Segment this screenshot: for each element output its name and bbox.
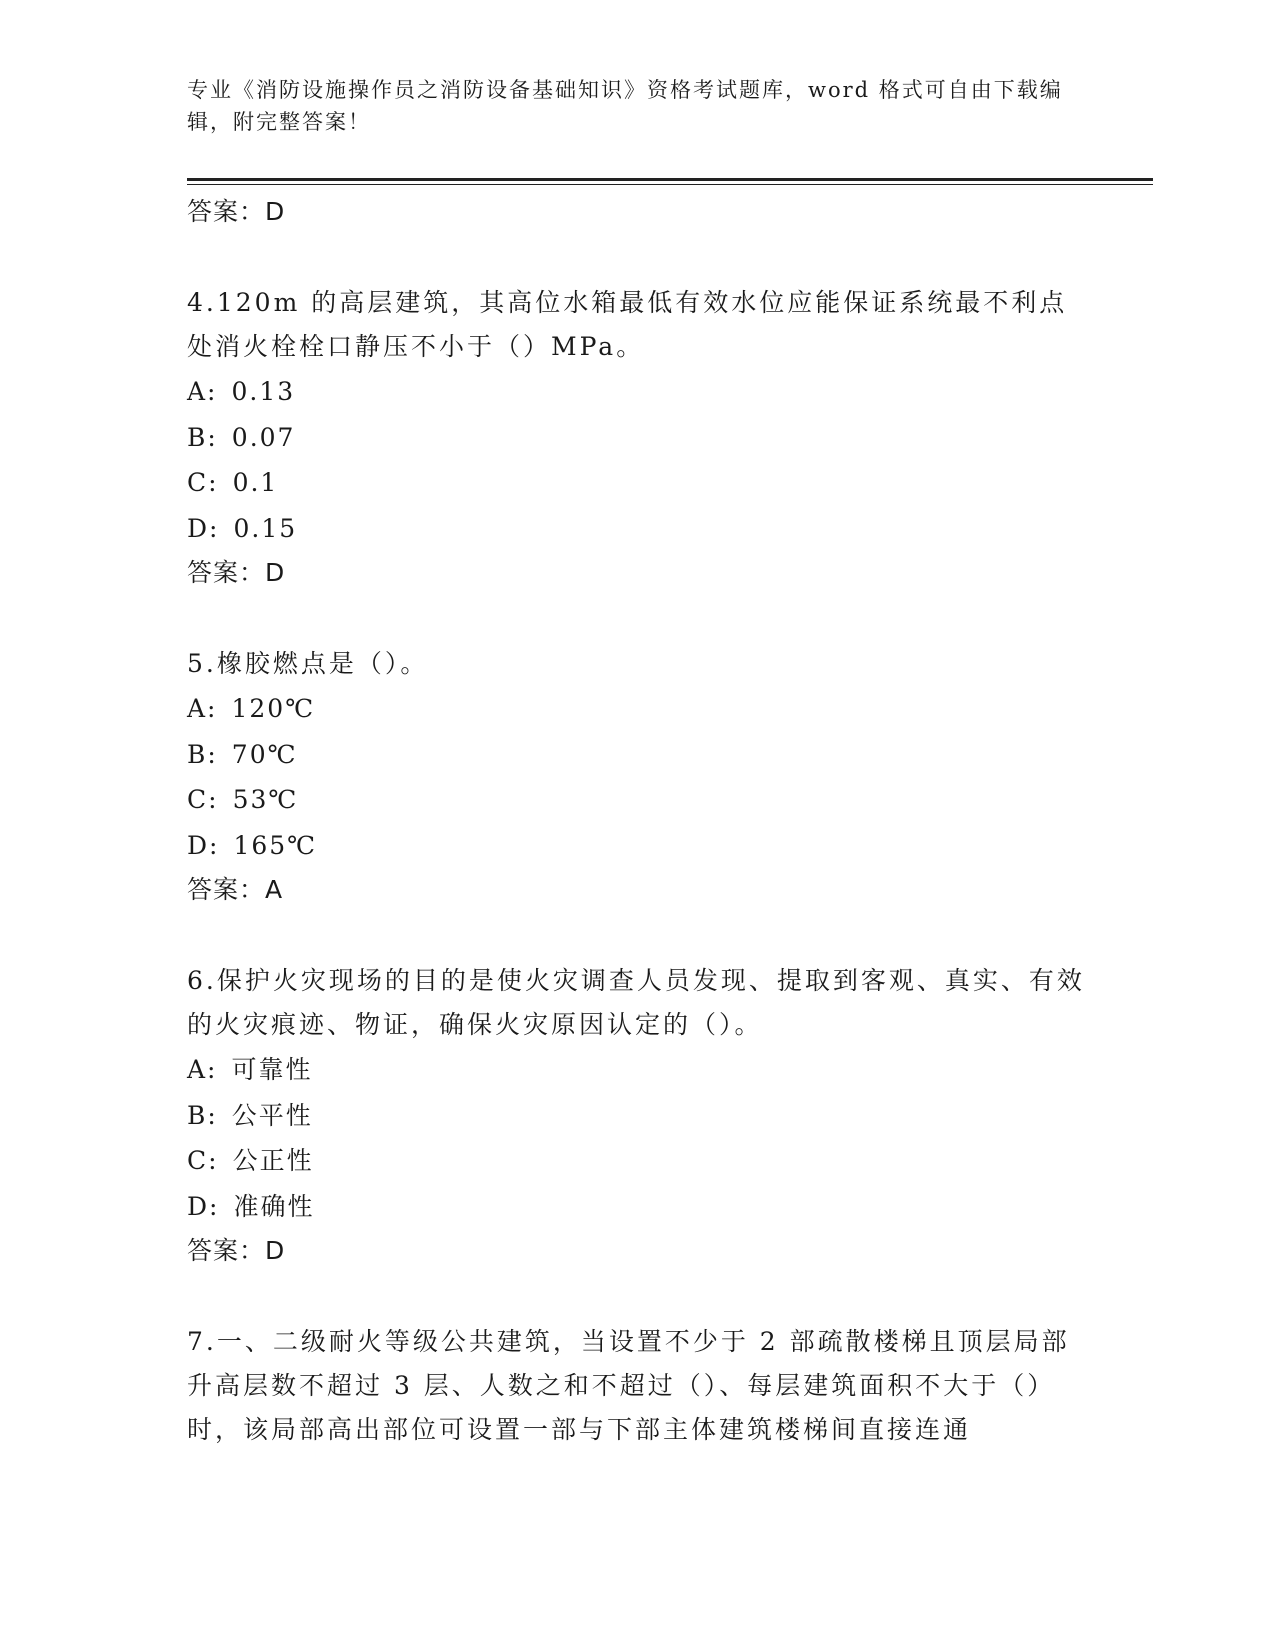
answer-line: 答案：D <box>187 197 286 226</box>
option-letter: A: <box>187 377 218 406</box>
option-c <box>187 460 1087 506</box>
document-header: 专业《消防设施操作员之消防设备基础知识》资格考试题库，word 格式可自由下载编辑，附完整答案！ <box>187 78 1063 134</box>
option-letter: A: <box>187 1055 218 1084</box>
question-text: 4.120m 的高层建筑，其高位水箱最低有效水位应能保证系统最不利点处消火栓栓口静压不小于（）MPa。 <box>187 288 1068 361</box>
question-block-6 <box>187 959 1087 1273</box>
option-value: 0.1 <box>232 468 279 497</box>
question-text: 7.一、二级耐火等级公共建筑，当设置不少于 2 部疏散楼梯且顶层局部升高层数不超过 3 层、人数之和不超过（）、每层建筑面积不大于（）时，该局部高出部位可设置一部与下部主体建筑楼梯间直接连通 <box>187 1327 1070 1444</box>
option-value: 120℃ <box>231 694 316 723</box>
option-letter: D: <box>187 830 220 860</box>
header-rule-thick <box>187 178 1153 181</box>
option-value: 0.07 <box>231 422 296 452</box>
option-d <box>187 823 1087 869</box>
option-letter: D: <box>187 1191 220 1221</box>
option-letter: B: <box>187 1100 218 1130</box>
option-letter: D: <box>187 513 220 543</box>
option-value: 0.15 <box>233 513 298 543</box>
option-b <box>187 1093 1087 1139</box>
option-letter: C: <box>187 1146 219 1175</box>
answer-line: 答案：D <box>187 1236 286 1265</box>
question-block-5 <box>187 642 1087 912</box>
option-letter: B: <box>187 739 218 769</box>
option-value: 准确性 <box>233 1191 315 1221</box>
option-c <box>187 1138 1087 1184</box>
option-a <box>187 369 1087 415</box>
option-letter: A: <box>187 694 218 723</box>
option-value: 公平性 <box>231 1100 313 1130</box>
question-block-7 <box>187 1320 1087 1452</box>
header-rule-thin <box>187 184 1153 185</box>
answer-line: 答案：A <box>187 875 284 904</box>
document-body <box>187 190 1087 1452</box>
option-value: 70℃ <box>231 739 298 769</box>
option-value: 165℃ <box>233 830 318 860</box>
option-d <box>187 506 1087 552</box>
option-a <box>187 686 1087 732</box>
option-d <box>187 1184 1087 1230</box>
option-value: 53℃ <box>232 785 299 814</box>
question-text: 6.保护火灾现场的目的是使火灾调查人员发现、提取到客观、真实、有效的火灾痕迹、物证，确保火灾原因认定的（）。 <box>187 966 1085 1039</box>
question-block-4 <box>187 281 1087 595</box>
question-text: 5.橡胶燃点是（）。 <box>187 649 429 678</box>
answer-line: 答案：D <box>187 558 286 587</box>
option-a <box>187 1047 1087 1093</box>
option-b <box>187 732 1087 778</box>
option-value: 可靠性 <box>231 1055 313 1084</box>
option-value: 公正性 <box>232 1146 314 1175</box>
option-letter: C: <box>187 785 219 814</box>
option-b <box>187 415 1087 461</box>
option-value: 0.13 <box>231 377 296 406</box>
option-letter: C: <box>187 468 219 497</box>
option-letter: B: <box>187 422 218 452</box>
option-c <box>187 777 1087 823</box>
